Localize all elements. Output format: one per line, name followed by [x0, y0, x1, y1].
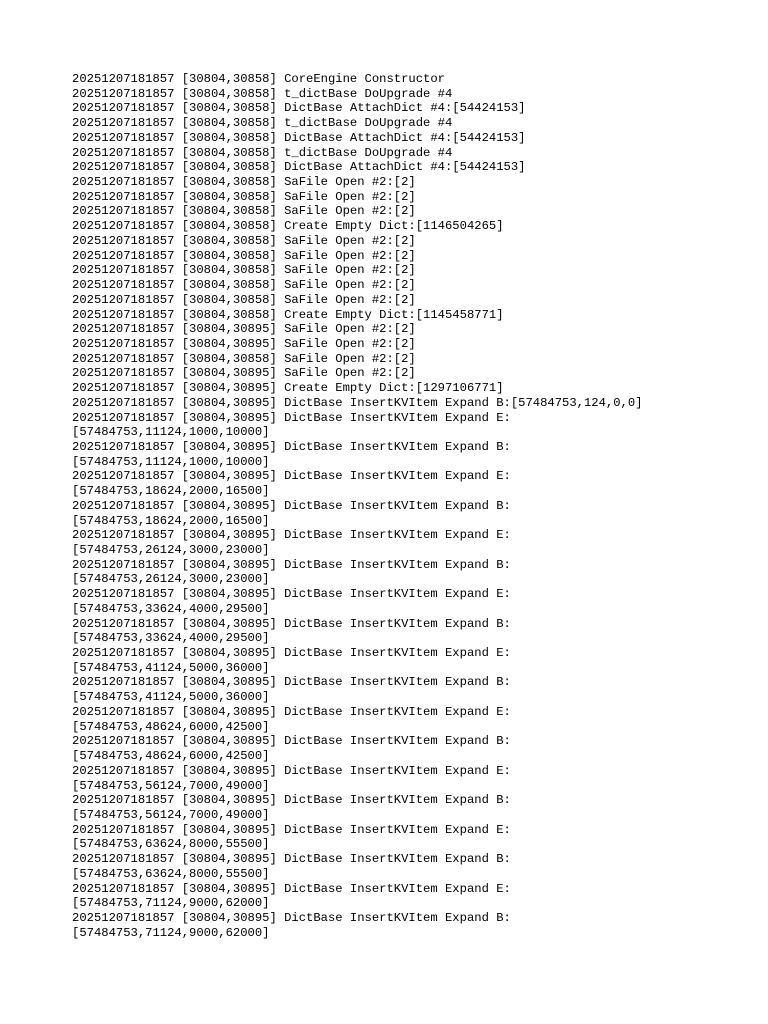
log-line: 20251207181857 [30804,30858] CoreEngine Constructor — [72, 72, 445, 86]
log-body — [72, 72, 692, 940]
log-line: [57484753,48624,6000,42500] — [72, 719, 270, 734]
log-line: [57484753,71124,9000,62000] — [72, 925, 270, 940]
log-line: 20251207181857 [30804,30858] SaFile Open #2:[2] — [72, 278, 416, 293]
log-line: 20251207181857 [30804,30858] SaFile Open #2:[2] — [72, 204, 416, 219]
log-line: 20251207181857 [30804,30895] DictBase InsertKVItem Expand E: — [72, 822, 511, 837]
log-line: 20251207181857 [30804,30858] Create Empty Dict:[1146504265] — [72, 219, 504, 234]
log-line: 20251207181857 [30804,30895] DictBase InsertKVItem Expand E: — [72, 410, 511, 425]
log-line: [57484753,11124,1000,10000] — [72, 425, 270, 440]
log-line: 20251207181857 [30804,30895] DictBase InsertKVItem Expand E: — [72, 881, 511, 896]
log-line: 20251207181857 [30804,30858] Create Empty Dict:[1145458771] — [72, 307, 504, 322]
log-line: 20251207181857 [30804,30895] DictBase InsertKVItem Expand B: — [72, 439, 511, 454]
log-line: 20251207181857 [30804,30858] SaFile Open #2:[2] — [72, 189, 416, 204]
log-line: 20251207181857 [30804,30858] SaFile Open #2:[2] — [72, 351, 416, 366]
log-line: [57484753,48624,6000,42500] — [72, 749, 270, 764]
log-line: 20251207181857 [30804,30895] DictBase InsertKVItem Expand B: — [72, 910, 511, 925]
log-line: 20251207181857 [30804,30895] DictBase InsertKVItem Expand B: — [72, 852, 511, 867]
log-line: 20251207181857 [30804,30895] DictBase InsertKVItem Expand E: — [72, 646, 511, 661]
log-line: 20251207181857 [30804,30895] DictBase InsertKVItem Expand B: — [72, 793, 511, 808]
log-document — [72, 72, 692, 940]
log-line: [57484753,41124,5000,36000] — [72, 660, 270, 675]
log-line: [57484753,71124,9000,62000] — [72, 896, 270, 911]
log-line: [57484753,56124,7000,49000] — [72, 778, 270, 793]
log-line: 20251207181857 [30804,30895] SaFile Open #2:[2] — [72, 336, 416, 351]
log-line: [57484753,63624,8000,55500] — [72, 866, 270, 881]
log-line: [57484753,11124,1000,10000] — [72, 454, 270, 469]
log-line: [57484753,33624,4000,29500] — [72, 601, 270, 616]
log-line: 20251207181857 [30804,30895] SaFile Open #2:[2] — [72, 322, 416, 337]
log-line: [57484753,18624,2000,16500] — [72, 484, 270, 499]
log-line: 20251207181857 [30804,30895] DictBase InsertKVItem Expand E: — [72, 587, 511, 602]
log-line: [57484753,63624,8000,55500] — [72, 837, 270, 852]
log-line: 20251207181857 [30804,30895] DictBase InsertKVItem Expand B: — [72, 557, 511, 572]
log-line: 20251207181857 [30804,30858] SaFile Open #2:[2] — [72, 263, 416, 278]
log-line: [57484753,41124,5000,36000] — [72, 690, 270, 705]
log-line: [57484753,18624,2000,16500] — [72, 513, 270, 528]
log-line: 20251207181857 [30804,30895] DictBase InsertKVItem Expand E: — [72, 763, 511, 778]
log-line: 20251207181857 [30804,30858] SaFile Open #2:[2] — [72, 292, 416, 307]
log-line: 20251207181857 [30804,30858] SaFile Open #2:[2] — [72, 175, 416, 190]
log-line: 20251207181857 [30804,30895] DictBase InsertKVItem Expand B: — [72, 675, 511, 690]
log-line: [57484753,26124,3000,23000] — [72, 543, 270, 557]
log-line: [57484753,56124,7000,49000] — [72, 807, 270, 822]
log-line: [57484753,33624,4000,29500] — [72, 631, 270, 646]
log-line: 20251207181857 [30804,30858] t_dictBase DoUpgrade #4 — [72, 86, 453, 101]
log-line: 20251207181857 [30804,30895] DictBase InsertKVItem Expand B:[57484753,124,0,0] — [72, 395, 643, 410]
log-line: 20251207181857 [30804,30895] DictBase InsertKVItem Expand B: — [72, 734, 511, 749]
log-line: [57484753,26124,3000,23000] — [72, 572, 270, 587]
log-line: 20251207181857 [30804,30895] Create Empty Dict:[1297106771] — [72, 381, 504, 396]
log-line: 20251207181857 [30804,30858] DictBase AttachDict #4:[54424153] — [72, 130, 526, 145]
log-line: 20251207181857 [30804,30858] DictBase AttachDict #4:[54424153] — [72, 160, 526, 175]
log-line: 20251207181857 [30804,30858] t_dictBase DoUpgrade #4 — [72, 145, 453, 160]
log-line: 20251207181857 [30804,30895] DictBase InsertKVItem Expand B: — [72, 498, 511, 513]
log-line: 20251207181857 [30804,30858] SaFile Open #2:[2] — [72, 248, 416, 263]
log-line: 20251207181857 [30804,30858] SaFile Open #2:[2] — [72, 233, 416, 248]
log-line: 20251207181857 [30804,30895] DictBase InsertKVItem Expand B: — [72, 616, 511, 631]
log-line: 20251207181857 [30804,30895] DictBase InsertKVItem Expand E: — [72, 528, 511, 543]
log-line: 20251207181857 [30804,30895] SaFile Open #2:[2] — [72, 366, 416, 381]
log-line: 20251207181857 [30804,30858] DictBase AttachDict #4:[54424153] — [72, 101, 526, 116]
log-line: 20251207181857 [30804,30895] DictBase InsertKVItem Expand E: — [72, 704, 511, 719]
log-line: 20251207181857 [30804,30895] DictBase InsertKVItem Expand E: — [72, 469, 511, 484]
log-line: 20251207181857 [30804,30858] t_dictBase DoUpgrade #4 — [72, 116, 453, 131]
